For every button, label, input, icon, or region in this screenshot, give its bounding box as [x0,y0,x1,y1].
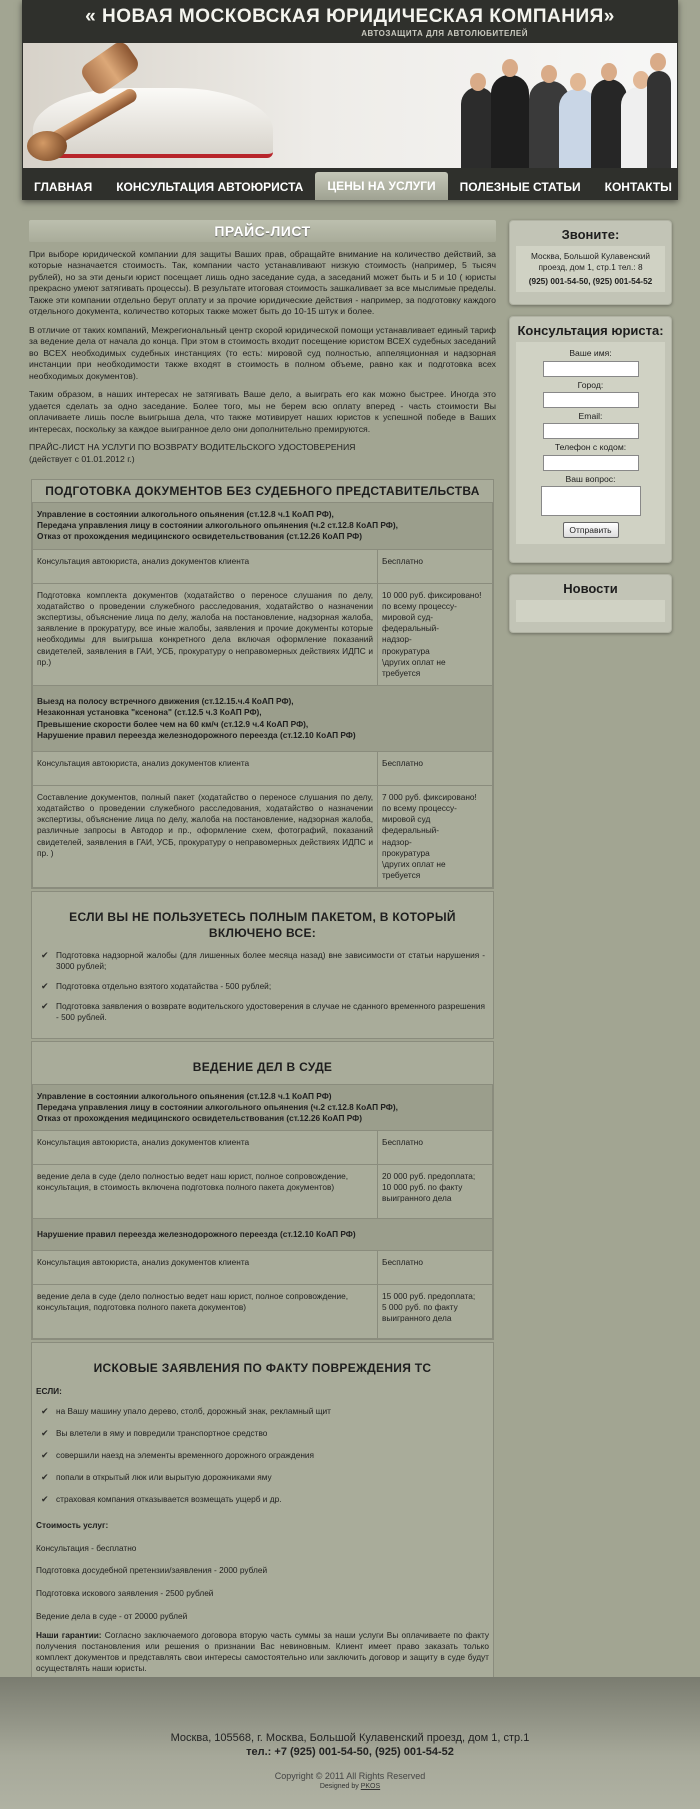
service-price: Бесплатно [378,549,493,583]
service-price: 7 000 руб. фиксировано! по всему процессу- мировой суд федеральный- надзор- прокуратура \других оплат не требуется [378,785,493,888]
office-phone: (925) 001-54-50, (925) 001-54-52 [528,276,653,287]
question-textarea[interactable] [541,486,641,516]
city-input[interactable] [543,392,639,408]
main-content [29,220,496,1715]
section-title: ЕСЛИ ВЫ НЕ ПОЛЬЗУЕТЕСЬ ПОЛНЫМ ПАКЕТОМ, В КОТОРЫЙ ВКЛЮЧЕНО ВСЕ: [69,910,456,941]
consultation-form [509,316,672,563]
price-table [32,502,493,888]
service-name: Консультация автоюриста, анализ документов клиента [33,1131,378,1165]
service-price: Бесплатно [378,1251,493,1285]
footer-address: Москва, 105568, г. Москва, Большой Кулавенский проезд, дом 1, стр.1 [170,1732,530,1744]
phone-input[interactable] [543,455,639,471]
news-box [509,574,672,633]
service-price: Бесплатно [378,1131,493,1165]
email-label: Email: [578,410,603,421]
page-title: ПРАЙС-ЛИСТ [29,220,496,242]
intro-paragraph: В отличие от таких компаний, Межрегиональный центр скорой юридической помощи устанавливает единый тариф за ведение дела от начала до конца. При этом в стоимость входит посещение юристом ВСЕХ судебных заседаний во ВСЕХ необходимых судебных инстанциях (то есть: мировой суд полностью, аппеляционная и надзорная инстанции при необходимости также входят в стоимость в полном объеме, равно как и подготовка всех необходимых документов). [29,324,496,381]
email-input[interactable] [543,423,639,439]
nav-item-contacts[interactable]: КОНТАКТЫ [604,180,672,194]
price-list-title: ПРАЙС-ЛИСТ НА УСЛУГИ ПО ВОЗВРАТУ ВОДИТЕЛЬСКОГО УДОСТОВЕРЕНИЯ [29,442,356,453]
service-price: 20 000 руб. предоплата; 10 000 руб. по факту выигранного дела [378,1165,493,1219]
offense-group: Выезд на полосу встречного движения (ст.12.15.ч.4 КоАП РФ), Незаконная установка "ксенона" (ст.12.5 ч.3 КоАП РФ), Превышение скорости более чем на 60 км/ч (ст.12.9 ч.4 КоАП РФ), Нарушение правил переезда железнодорожного переезда (ст.12.10 КоАП РФ) [33,686,493,752]
form-body [516,342,665,544]
main-nav [22,175,678,200]
phone-label: Телефон с кодом: [554,442,627,453]
list-item: ✔ Вы влетели в яму и повредили транспортное средство [40,1428,485,1439]
conditions-list [32,1400,493,1517]
question-label: Ваш вопрос: [565,473,616,484]
name-input[interactable] [543,361,639,377]
name-label: Ваше имя: [569,348,612,359]
list-item: ✔ Подготовка надзорной жалобы (для лишенных более месяца назад) вне зависимости от статьи нарушения - 3000 рублей; [40,950,485,972]
form-title: Консультация юриста: [517,323,664,338]
submit-button[interactable]: Отправить [563,522,619,538]
section-title: ВЕДЕНИЕ ДЕЛ В СУДЕ [192,1059,333,1074]
cost-item: Ведение дела в суде - от 20000 рублей [36,1611,188,1622]
city-label: Город: [577,379,604,390]
list-item: ✔ совершили наезд на элементы временного дорожного ограждения [40,1450,485,1461]
service-name: Консультация автоюриста, анализ документов клиента [33,549,378,583]
call-title: Звоните: [561,227,620,242]
service-name: ведение дела в суде (дело полностью ведет наш юрист, полное сопровождение, консультация, подготовка полного пакета документов) [33,1285,378,1339]
price-table [32,1084,493,1340]
list-item: ✔ на Вашу машину упало дерево, столб, дорожный знак, рекламный щит [40,1406,485,1417]
section-separate-services [31,891,494,1038]
offense-group: Нарушение правил переезда железнодорожного переезда (ст.12.10 КоАП РФ) [33,1219,493,1251]
service-price: 15 000 руб. предоплата; 5 000 руб. по факту выигранного дела [378,1285,493,1339]
guarantee-text: Наши гарантии: Согласно заключаемого договора вторую часть суммы за наши услуги Вы оплачиваете по факту получения постановления или решения о признании Вас невиновным. Клиент имеет право заказать только комплект документов и представлять свои интересы самостоятельно или заключить договор и защиту в суде будут осуществлять наши юристы. [36,1630,490,1674]
list-item: ✔ попали в открытый люк или вырытую дорожниками яму [40,1472,485,1483]
list-item: ✔ Подготовка заявления о возврате водительского удостоверения в случае не сданного временного разрешения - 500 рублей. [40,1001,485,1023]
section-title: ИСКОВЫЕ ЗАЯВЛЕНИЯ ПО ФАКТУ ПОВРЕЖДЕНИЯ ТС [93,1361,432,1376]
section-court [31,1041,494,1340]
service-name: Подготовка комплекта документов (ходатайство о переносе слушания по делу, ходатайство о проведении служебного расследования, ходатайство о назначении экспертизы, объяснение лица по делу, жалоба на постановление, надзорная жалоба, заявление в прокуратуру, все иные жалобы, заявления и прочие документы которые необходимы для выигрыша конкретного дела включая оформление показаний свидетелей, заявления в ГАИ, УСБ, прокуратуру о неправомерных действиях ИДПС и пр.) [33,583,378,686]
intro-paragraph: При выборе юридической компании для защиты Ваших прав, обращайте внимание на количество действий, за которые назначается стоимость. Так, компании часто устанавливают низкую стоимость (например, 5 тысяч рублей), но за эти деньги юрист посещает лишь одно заседание суда, а заседаний может быть и 5 и 10 ( юристы прекрасно умеют затягивать процессы). В результате итоговая стоимость зашкаливает за все мыслимые пределы. Также эти компании отдельно берут оплату и за прочие юридические действия - например, за подготовку каждого отдельного документа, количество которых также может быть до 10-15 штук и более. [29,249,496,317]
service-name: Консультация автоюриста, анализ документов клиента [33,1251,378,1285]
site-footer [0,1677,700,1809]
header-banner [23,43,677,168]
cost-item: Консультация - бесплатно [36,1542,137,1553]
service-name: Консультация автоюриста, анализ документов клиента [33,751,378,785]
designer-link[interactable]: PKOS [360,1783,381,1790]
price-list-date: (действует с 01.01.2012 г.) [29,453,135,464]
designer-credit: Designed by PKOS [319,1783,381,1790]
site-header [22,0,678,200]
nav-item-articles[interactable]: ПОЛЕЗНЫЕ СТАТЬИ [459,180,581,194]
service-list [32,946,493,1038]
office-address: Москва, Большой Кулавенский проезд, дом 1, стр.1 тел.: 8 [530,251,650,273]
news-title: Новости [563,581,618,596]
copyright: Copyright © 2011 All Rights Reserved [274,1771,426,1781]
team-photo [451,51,671,168]
news-body [516,600,665,622]
if-label: ЕСЛИ: [36,1385,62,1396]
nav-item-home[interactable]: ГЛАВНАЯ [34,180,93,194]
service-price: Бесплатно [378,751,493,785]
service-name: Составление документов, полный пакет (ходатайство о переносе слушания по делу, ходатайство о проведении служебного расследования, ходатайство о назначении экспертизы, объяснение лица по делу, жалоба на постановление, надзорная жалоба, различные запросы в Автодор и пр., оформление схем, фотографий, показаний свидетелей, заявления в ГАИ, УСБ, прокуратуру о неправомерных действиях ИДПС и пр. ) [33,785,378,888]
call-box [509,220,672,305]
nav-item-prices[interactable]: ЦЕНЫ НА УСЛУГИ [315,172,447,200]
list-item: ✔ Подготовка отдельно взятого ходатайства - 500 рублей; [40,981,485,992]
offense-group: Управление в состоянии алкогольного опьянения (ст.12.8 ч.1 КоАП РФ) Передача управления лицу в состоянии алкогольного опьянения (ч.2 ст.12.8 КоАП РФ), Отказ от прохождения медицинского освидетельствования (ст.12.26 КоАП РФ) [33,1084,493,1131]
cost-label: Стоимость услуг: [36,1519,109,1530]
footer-phone: тел.: +7 (925) 001-54-50, (925) 001-54-52 [246,1746,454,1758]
cost-item: Подготовка досудебной претензии/заявления - 2000 рублей [36,1565,268,1576]
section-title: ПОДГОТОВКА ДОКУМЕНТОВ БЕЗ СУДЕБНОГО ПРЕДСТАВИТЕЛЬСТВА [45,484,480,499]
list-item: ✔ страховая компания отказывается возмещать ущерб и др. [40,1494,485,1505]
intro-paragraph: Таким образом, в наших интересах не затягивать Ваше дело, а выиграть его как можно быстрее. Иногда это удается сделать за одно заседание. Более того, мы не берем всю оплату вперед - часть стоимости Вы оплачиваете лишь после выигрыша дела, что также мотивирует наших юристов к успешной победе в Ваших интересах, поскольку за каждое выигранное дело они дополнительно премируются. [29,389,496,434]
offense-group: Управление в состоянии алкогольного опьянения (ст.12.8 ч.1 КоАП РФ), Передача управления лицу в состоянии алкогольного опьянения (ч.2 ст.12.8 КоАП РФ), Отказ от прохождения медицинского освидетельствования (ст.12.26 КоАП РФ) [33,503,493,550]
service-name: ведение дела в суде (дело полностью ведет наш юрист, полное сопровождение, консультация, в стоимость включена подготовка полного пакета документов) [33,1165,378,1219]
cost-item: Подготовка искового заявления - 2500 рублей [36,1588,214,1599]
site-title: « НОВАЯ МОСКОВСКАЯ ЮРИДИЧЕСКАЯ КОМПАНИЯ» [85,6,615,27]
section-claims [31,1342,494,1715]
section-documents [31,479,494,889]
service-price: 10 000 руб. фиксировано! по всему процессу- мировой суд- федеральный- надзор- прокуратура \других оплат не требуется [378,583,493,686]
gavel-base-image [27,131,67,161]
site-subtitle: АВТОЗАЩИТА ДЛЯ АВТОЛЮБИТЕЛЕЙ [361,29,528,38]
nav-item-consultation[interactable]: КОНСУЛЬТАЦИЯ АВТОЮРИСТА [116,180,304,194]
call-info [516,246,665,292]
